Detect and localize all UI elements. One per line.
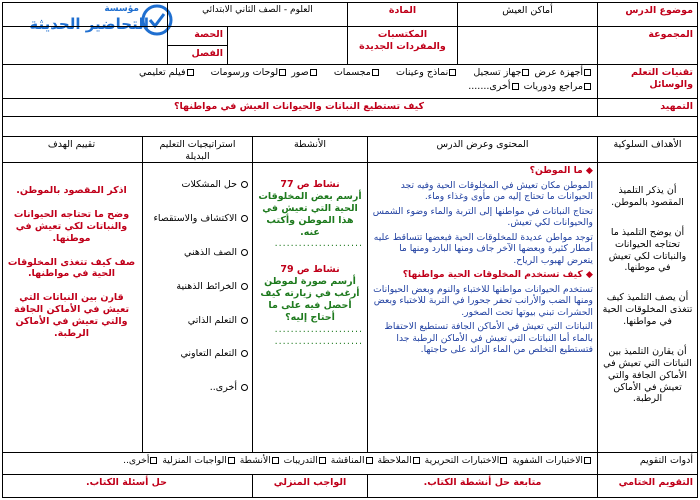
group-value bbox=[457, 27, 597, 64]
checkbox[interactable] bbox=[522, 69, 529, 76]
checkbox[interactable] bbox=[319, 457, 326, 464]
strategy-radio[interactable] bbox=[241, 181, 248, 188]
col-objectives: الأهداف السلوكية bbox=[597, 137, 697, 162]
strategy-radio[interactable] bbox=[241, 350, 248, 357]
new-terms-label: المكتسبات والمفردات الجديدة bbox=[347, 27, 457, 64]
intro-label: التمهيد bbox=[597, 99, 697, 116]
activity-dots: ...................... bbox=[274, 238, 363, 250]
tool-item: أخرى....... bbox=[468, 80, 511, 92]
class-label: الفصل bbox=[191, 48, 223, 59]
strategy-item: التعلم الذاتي bbox=[187, 314, 237, 326]
logo-line2: التحاضير الحديثة bbox=[29, 15, 149, 33]
tool-item: أجهزة عرض bbox=[534, 67, 583, 78]
evaluation-item: قارن بين النباتات التي تعيش في الأماكن الجافة والتي تعيش في الأماكن الرطبة. bbox=[13, 292, 130, 339]
content-p3: توجد مواطن عديدة للمخلوقات الحية فبعضها تتساقط عليه أمطار كثيرة وبعضها الآخر جاف ومنها البارد ومنها ما يتعرض لهبوب الرياح. bbox=[373, 231, 593, 266]
subject-label: المادة bbox=[347, 3, 457, 26]
checkbox[interactable] bbox=[500, 457, 507, 464]
strategy-radio[interactable] bbox=[241, 384, 248, 391]
assessment-item: المناقشة bbox=[330, 455, 365, 466]
activity-title: نشاط ص 77 bbox=[280, 179, 340, 190]
content-p4: تستخدم الحيوانات مواطنها للاختباء والنوم وبعض الحيوانات ومنها الضب والأرانب تحفر جحورا في التربة للاختباء وبعض الحشرات تبني بيوتها تحت الصخور. bbox=[373, 283, 593, 318]
activity-dots: ...................... bbox=[274, 323, 363, 335]
evaluation-cell bbox=[1, 163, 142, 452]
content-q1: ما الموطن؟ bbox=[529, 165, 583, 176]
content-cell: ◆ ما الموطن؟ الموطن مكان تعيش في المخلوقات الحية وفيه تجد الحيوانات ما تحتاج إليه من مأوى وغذاء وماء. تحتاج النباتات في مواطنها إلى التربة والماء وضوء الشمس والحيوانات لكي تعيش. توجد مواطن عديدة للمخلوقات الحية فبعضها تتساقط عليه أمطار كثيرة وبعضها الآخر جاف ومنها البارد ومنها ما يتعرض لهبوب الرياح. ◆ كيف تستخدم المخلوقات الحية مواطنها؟ تستخدم الحيوانات مواطنها للاختباء والنوم وبعض الحيوانات ومنها الضب والأرانب تحفر جحورا في التربة للاختباء وبعض الحشرات تبني بيوتها تحت الصخور. النباتات التي تعيش في الأماكن الجافة تستطيع الاحتفاظ بالماء أما النباتات التي تعيش في الأماكن الرطبة جدا فتستطيع التخلص من الماء الزائد على حاجتها. bbox=[367, 163, 597, 452]
strategy-item: التعلم التعاوني bbox=[180, 348, 237, 360]
strategy-radio[interactable] bbox=[241, 283, 248, 290]
activity-text: أرسم صورة لموطن أرغب في زيارته كيف أحصل فيه على ما أحتاج إليه؟ bbox=[260, 276, 360, 323]
logo-line1: مؤسسة bbox=[104, 4, 139, 14]
content-p2: تحتاج النباتات في مواطنها إلى التربة والماء وضوء الشمس والحيوانات لكي تعيش. bbox=[372, 205, 593, 228]
assessment-item: الأنشطة bbox=[239, 455, 271, 466]
strategy-item: حل المشكلات bbox=[181, 179, 237, 190]
new-terms-value bbox=[227, 27, 347, 64]
evaluation-item: وضح ما تحتاجه الحيوانات والنباتات لكي تعيش في موطنها. bbox=[13, 208, 130, 244]
strategy-radio[interactable] bbox=[241, 317, 248, 324]
checkbox[interactable] bbox=[150, 457, 157, 464]
tools-label: تقنيات التعلم والوسائل bbox=[597, 65, 697, 98]
objective-item: أن يذكر التلميذ المقصود بالموطن. bbox=[611, 185, 684, 208]
checkbox[interactable] bbox=[279, 69, 286, 76]
final-followup: متابعة حل أنشطة الكتاب. bbox=[367, 475, 597, 497]
activity-title: نشاط ص 79 bbox=[280, 264, 340, 276]
assessment-item: الاختبارات الشفوية bbox=[512, 455, 583, 466]
homework-value: حل أسئلة الكتاب. bbox=[85, 477, 167, 488]
objective-item: أن يصف التلميذ كيف تتغذى المخلوقات الحية في مواطنها. bbox=[602, 292, 693, 327]
activity-dots: ...................... bbox=[274, 335, 363, 347]
strategy-item: أخرى.. bbox=[209, 382, 237, 394]
evaluation-item: اذكر المقصود بالموطن. bbox=[16, 185, 127, 196]
tool-item: مجسمات bbox=[333, 67, 371, 78]
strategy-item: الخرائط الذهنية bbox=[176, 280, 237, 292]
content-q2: كيف تستخدم المخلوقات الحية مواطنها؟ bbox=[402, 269, 583, 280]
strategy-radio[interactable] bbox=[241, 215, 248, 222]
tool-item: نماذج وعينات bbox=[396, 67, 449, 78]
checkbox[interactable] bbox=[512, 83, 519, 90]
col-content: المحتوى وعرض الدرس bbox=[367, 137, 597, 162]
tool-item: صور bbox=[291, 67, 309, 78]
strategy-radio[interactable] bbox=[241, 249, 248, 256]
checkbox[interactable] bbox=[366, 457, 373, 464]
topic-value: أماكن العيش bbox=[457, 3, 597, 26]
final-label: التقويم الختامي bbox=[597, 475, 697, 497]
period-label: الحصة bbox=[168, 27, 227, 46]
tools-list bbox=[1, 65, 597, 98]
checkbox[interactable] bbox=[187, 69, 194, 76]
assessment-label: أدوات التقويم bbox=[597, 453, 697, 474]
strategy-item: الاكتشاف والاستقصاء bbox=[153, 212, 237, 224]
col-evaluation: تقييم الهدف bbox=[47, 139, 96, 150]
homework-label: الواجب المنزلي bbox=[252, 475, 367, 497]
checkbox[interactable] bbox=[310, 69, 317, 76]
intro-text: كيف تستطيع النباتات والحيوانات العيش في مواطنها؟ bbox=[173, 101, 425, 112]
group-label: المجموعة bbox=[597, 27, 697, 64]
lesson-plan-sheet bbox=[2, 2, 698, 498]
activity-text: أرسم بعض المخلوقات الحية التي تعيش في هذا الموطن وأكتب عنه. bbox=[258, 190, 362, 238]
strategy-item: الصف الذهني bbox=[184, 246, 237, 258]
assessment-item: الاختبارات التحريرية bbox=[424, 455, 500, 466]
tool-item: جهاز تسجيل bbox=[473, 67, 522, 78]
checkbox[interactable] bbox=[228, 457, 235, 464]
content-p1: الموطن مكان تعيش في المخلوقات الحية وفيه تجد الحيوانات ما تحتاج إليه من مأوى وغذاء وماء. bbox=[400, 179, 593, 202]
checkbox[interactable] bbox=[584, 457, 591, 464]
col-strategies: استراتيجيات التعليم البديلة bbox=[142, 137, 252, 162]
tool-item: مراجع ودوريات bbox=[523, 80, 583, 92]
objectives-cell bbox=[597, 163, 697, 452]
assessment-item: الملاحظة bbox=[377, 455, 412, 466]
evaluation-item: صف كيف تتغذى المخلوقات الحية في مواطنها. bbox=[7, 256, 136, 280]
tool-item: فيلم تعليمي bbox=[138, 67, 186, 78]
checkbox[interactable] bbox=[449, 69, 456, 76]
checkbox[interactable] bbox=[372, 69, 379, 76]
checkbox[interactable] bbox=[584, 83, 591, 90]
assessment-item: الواجبات المنزلية bbox=[162, 455, 227, 466]
assessment-item: أخرى.. bbox=[123, 455, 150, 466]
checkbox[interactable] bbox=[272, 457, 279, 464]
assessment-item: التدريبات bbox=[283, 455, 318, 466]
col-activities: الأنشطة bbox=[252, 137, 367, 162]
checkbox[interactable] bbox=[584, 69, 591, 76]
objective-item: أن يوضح التلميذ ما تحتاجه الحيوانات والنباتات لكي تعيش في موطنها. bbox=[608, 226, 687, 274]
assessment-list bbox=[1, 453, 597, 474]
tool-item: لوحات ورسومات bbox=[210, 67, 279, 78]
subject-value: العلوم - الصف الثاني الابتدائي bbox=[167, 3, 347, 26]
content-p5: النباتات التي تعيش في الأماكن الجافة تستطيع الاحتفاظ بالماء أما النباتات التي تعيش في الأماكن الرطبة جدا فتستطيع التخلص من الماء الزائد على حاجتها. bbox=[384, 321, 593, 355]
strategies-cell bbox=[142, 163, 252, 452]
checkbox[interactable] bbox=[413, 457, 420, 464]
activities-cell bbox=[252, 163, 367, 452]
objective-item: أن يقارن التلميذ بين النباتات التي تعيش في الأماكن الجافة والتي تعيش في الأماكن الرطبة. bbox=[603, 345, 692, 405]
topic-label: موضوع الدرس bbox=[597, 3, 697, 26]
